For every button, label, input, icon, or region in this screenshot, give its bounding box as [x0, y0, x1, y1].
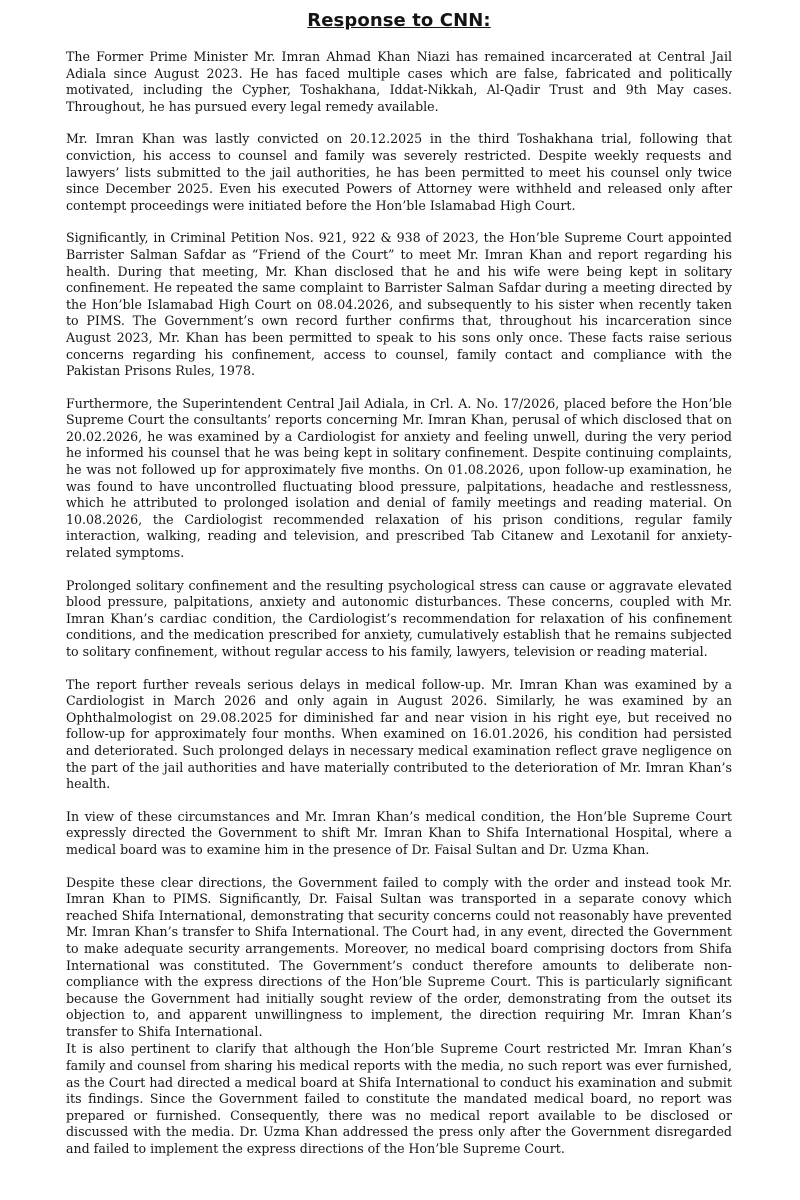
paragraph-court-direction: In view of these circumstances and Mr. Imran Khan’s medical condition, the Hon’ble Supreme Court expressly directed the Government to shift Mr. Imran Khan to Shifa International Hospital, where a medical board was to examine him in the presence of Dr. Faisal Sultan and Dr. Uzma Khan.	[66, 808, 732, 857]
paragraph-incarceration: The Former Prime Minister Mr. Imran Ahmad Khan Niazi has remained incarcerated at Central Jail Adiala since August 2023. He has faced multiple cases which are false, fabricated and politically motivated, including the Cypher, Toshakhana, Iddat-Nikkah, Al-Qadir Trust and 9th May cases. Throughout, he has pursued every legal remedy available.	[66, 49, 732, 114]
paragraph-cardiologist-reports: Furthermore, the Superintendent Central Jail Adiala, in Crl. A. No. 17/2026, placed before the Hon’ble Supreme Court the consultants’ reports concerning Mr. Imran Khan, perusal of which disclosed that on 20.02.2026, he was examined by a Cardiologist for anxiety and feeling unwell, during the very period he informed his counsel that he was being kept in solitary confinement. Despite continuing complaints, he was not followed up for approximately five months. On 01.08.2026, upon follow-up examination, he was found to have uncontrolled fluctuating blood pressure, palpitations, headache and restlessness, which he attributed to prolonged isolation and denial of family meetings and reading material. On 10.08.2026, the Cardiologist recommended relaxation of his prison conditions, regular family interaction, walking, reading and television, and prescribed Tab Citanew and Lexotanil for anxiety-related symptoms.	[66, 395, 732, 561]
paragraph-conviction: Mr. Imran Khan was lastly convicted on 20.12.2025 in the third Toshakhana trial, following that conviction, his access to counsel and family was severely restricted. Despite weekly requests and lawyers’ lists submitted to the jail authorities, he has been permitted to meet his counsel only twice since December 2025. Even his executed Powers of Attorney were withheld and released only after contempt proceedings were initiated before the Hon’ble Islamabad High Court.	[66, 131, 732, 213]
paragraph-media-clarification: It is also pertinent to clarify that although the Hon’ble Supreme Court restricted Mr. Imran Khan’s family and counsel from sharing his medical reports with the media, no such report was ever furnished, as the Court had directed a medical board at Shifa International to conduct his examination and submit its findings. Since the Government failed to constitute the mandated medical board, no report was prepared or furnished. Consequently, there was no medical report available to be disclosed or discussed with the media. Dr. Uzma Khan addressed the press only after the Government disregarded and failed to implement the express directions of the Hon’ble Supreme Court.	[66, 1041, 732, 1157]
document-title: Response to CNN:	[307, 10, 491, 31]
paragraph-friend-of-court: Significantly, in Criminal Petition Nos. 921, 922 & 938 of 2023, the Hon’ble Supreme Court appointed Barrister Salman Safdar as “Friend of the Court” to meet Mr. Imran Khan and report regarding his health. During that meeting, Mr. Khan disclosed that he and his wife were being kept in solitary confinement. He repeated the same complaint to Barrister Salman Safdar during a meeting directed by the Hon’ble Islamabad High Court on 08.04.2026, and subsequently to his sister when recently taken to PIMS. The Government’s own record further confirms that, throughout his incarceration since August 2023, Mr. Khan has been permitted to speak to his sons only once. These facts raise serious concerns regarding his confinement, access to counsel, family contact and compliance with the Pakistan Prisons Rules, 1978.	[66, 230, 732, 379]
paragraph-solitary-confinement: Prolonged solitary confinement and the resulting psychological stress can cause or aggravate elevated blood pressure, palpitations, anxiety and autonomic disturbances. These concerns, coupled with Mr. Imran Khan’s cardiac condition, the Cardiologist’s recommendation for relaxation of his confinement conditions, and the medication prescribed for anxiety, cumulatively establish that he remains subjected to solitary confinement, without regular access to his family, lawyers, television or reading material.	[66, 577, 732, 659]
paragraph-non-compliance: Despite these clear directions, the Government failed to comply with the order and instead took Mr. Imran Khan to PIMS. Significantly, Dr. Faisal Sultan was transported in a separate conovy which reached Shifa International, demonstrating that security concerns could not reasonably have prevented Mr. Imran Khan’s transfer to Shifa International. The Court had, in any event, directed the Government to make adequate security arrangements. Moreover, no medical board comprising doctors from Shifa International was constituted. The Government’s conduct therefore amounts to deliberate non-compliance with the express directions of the Hon’ble Supreme Court. This is particularly significant because the Government had initially sought review of the order, demonstrating from the outset its objection to, and apparent unwillingness to implement, the direction requiring Mr. Imran Khan’s transfer to Shifa International.	[66, 874, 732, 1039]
paragraph-medical-delays: The report further reveals serious delays in medical follow-up. Mr. Imran Khan was examined by a Cardiologist in March 2026 and only again in August 2026. Similarly, he was examined by an Ophthalmologist on 29.08.2025 for diminished far and near vision in his right eye, but received no follow-up for approximately four months. When examined on 16.01.2026, his condition had persisted and deteriorated. Such prolonged delays in necessary medical examination reflect grave negligence on the part of the jail authorities and have materially contributed to the deterioration of Mr. Imran Khan’s health.	[66, 676, 732, 792]
